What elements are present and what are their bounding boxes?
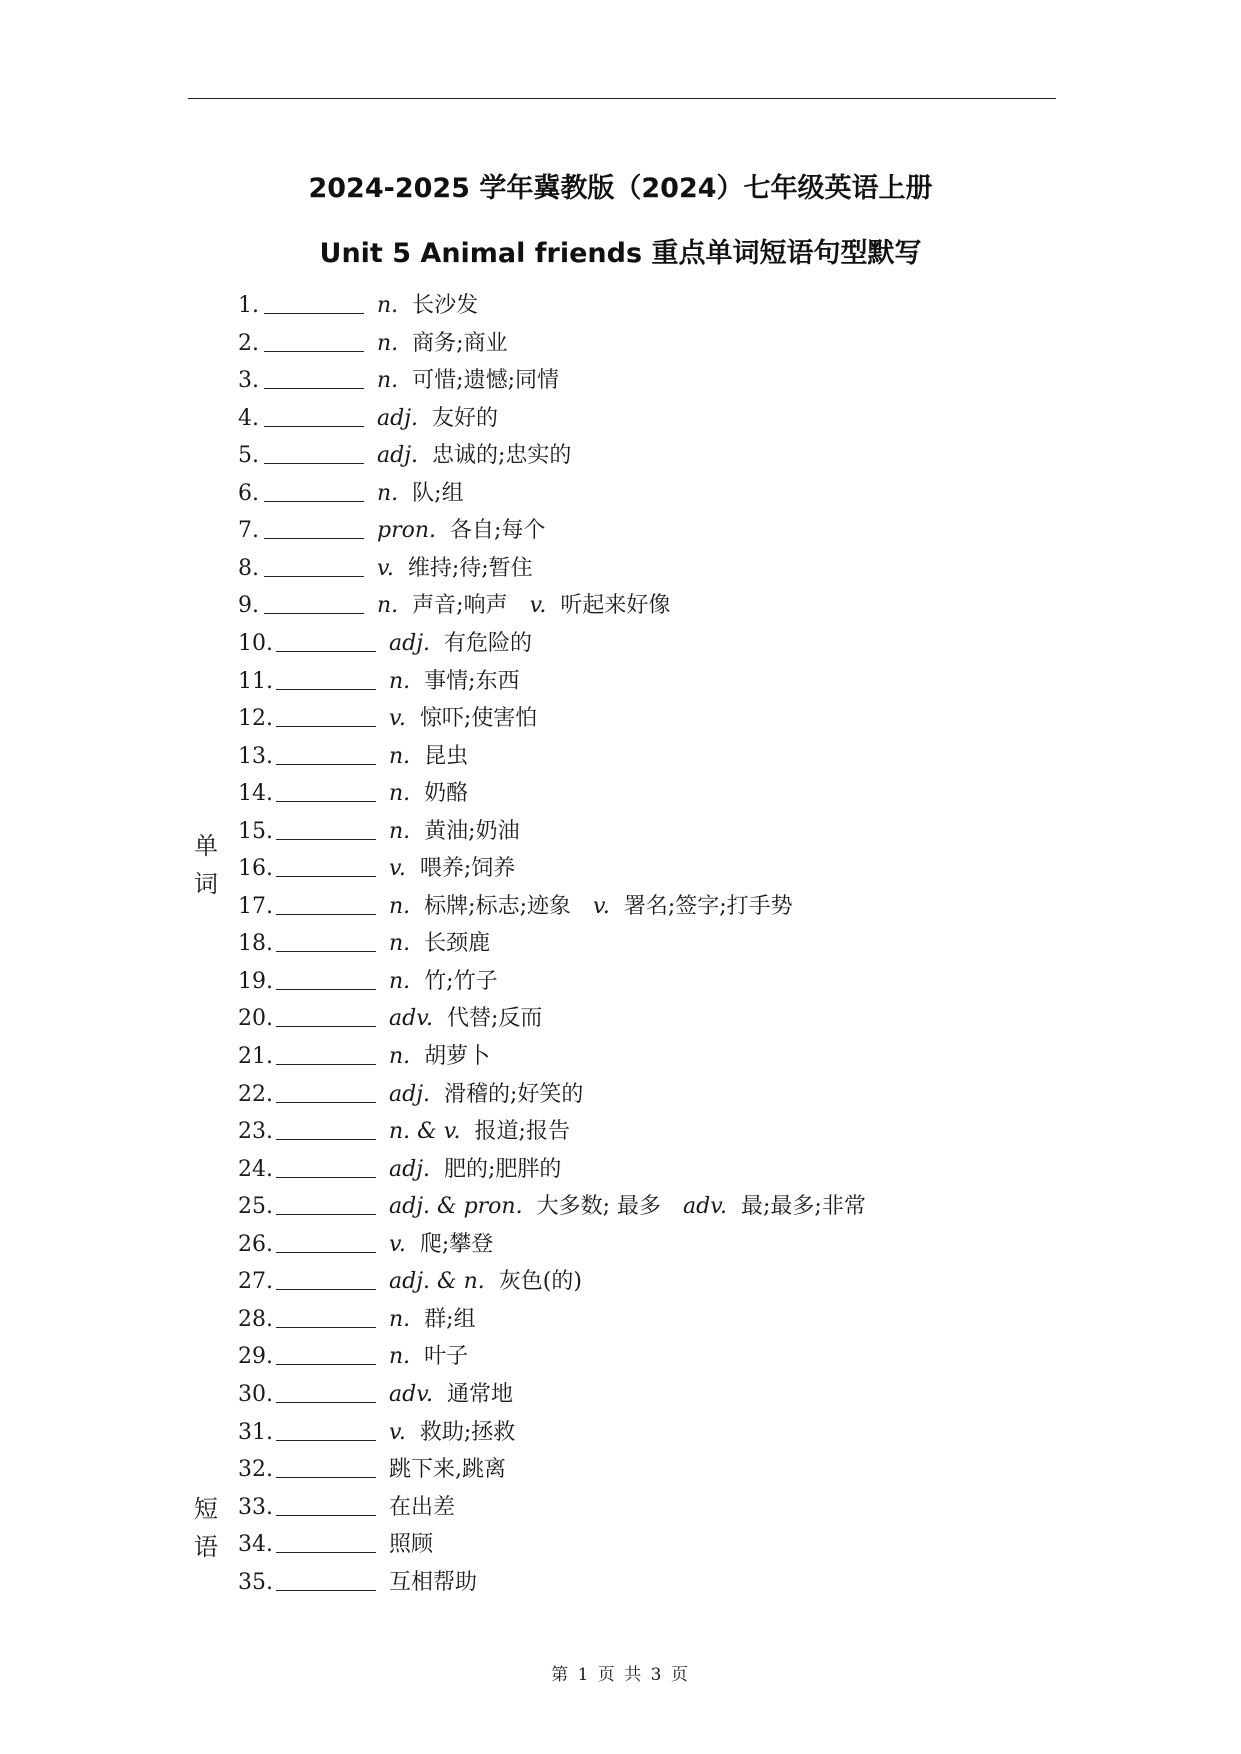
answer-blank[interactable] [276,1338,376,1365]
part-of-speech: n. [389,781,411,807]
item-number: 18. [238,931,273,957]
meaning: 滑稽的;好笑的 [444,1081,584,1107]
item-number: 30. [238,1381,273,1407]
meaning: 标牌;标志;迹象 [424,893,571,919]
part-of-speech: v. [377,555,394,581]
page-footer: 第 1 页 共 3 页 [551,1665,690,1685]
item-definition [389,1564,499,1601]
item-number: 4. [238,405,259,431]
part-of-speech: adv. [683,1194,728,1220]
list-item [0,325,1241,362]
answer-blank[interactable] [276,888,376,915]
part-of-speech: adv. [389,1006,434,1032]
item-definition [377,325,530,362]
list-item [0,738,1241,775]
item-number: 26. [238,1231,273,1257]
meaning: 奶酪 [424,781,469,807]
meaning: 长沙发 [412,293,479,318]
item-definition [389,813,542,850]
answer-blank[interactable] [264,587,364,614]
list-item [0,1113,1241,1150]
item-definition [389,1226,515,1263]
item-definition [389,1188,888,1225]
item-definition [389,1151,583,1188]
meaning: 署名;签字;打手势 [623,893,793,919]
meaning: 爬;攀登 [419,1231,494,1257]
part-of-speech: adj. [377,405,419,431]
item-definition [377,587,692,624]
item-definition [389,1076,605,1113]
answer-blank[interactable] [276,1414,376,1441]
answer-blank[interactable] [264,475,364,502]
part-of-speech: adj. & n. [389,1269,485,1295]
meaning: 跳下来,跳离 [389,1457,506,1483]
item-number: 2. [238,330,259,356]
item-definition [389,1263,604,1300]
part-of-speech: n. [377,293,399,318]
part-of-speech: n. [389,743,411,769]
answer-blank[interactable] [276,1301,376,1328]
part-of-speech: n. [389,1344,411,1370]
part-of-speech: n. [389,893,411,919]
answer-blank[interactable] [276,1564,376,1591]
meaning: 黄油;奶油 [424,818,520,844]
answer-blank[interactable] [276,963,376,990]
item-definition [389,963,520,1000]
part-of-speech: v. [389,1419,406,1445]
meaning: 声音;响声 [412,593,508,619]
answer-blank[interactable] [276,813,376,840]
item-definition [389,925,512,962]
list-item [0,1338,1241,1375]
item-definition [377,475,486,512]
part-of-speech: v. [593,893,610,919]
answer-blank[interactable] [276,1263,376,1290]
list-item [0,775,1241,812]
meaning: 维持;待;暂住 [407,555,533,581]
list-item [0,1188,1241,1225]
answer-blank[interactable] [276,1526,376,1553]
meaning: 有危险的 [444,630,533,656]
part-of-speech: adv. [389,1381,434,1407]
answer-blank[interactable] [264,325,364,352]
item-definition [377,550,555,587]
answer-blank[interactable] [264,362,364,389]
part-of-speech: n. [389,1044,411,1069]
item-number: 5. [238,443,259,469]
item-number: 1. [238,293,259,318]
item-definition [389,700,559,737]
item-definition [389,1489,477,1526]
item-definition [389,1301,498,1338]
list-item [0,1151,1241,1188]
meaning: 叶子 [424,1344,469,1370]
item-number: 25. [238,1194,273,1220]
item-number: 10. [238,630,273,656]
item-definition [389,1526,455,1563]
part-of-speech: v. [529,593,547,619]
meaning: 互相帮助 [389,1569,478,1595]
answer-blank[interactable] [276,1188,376,1215]
list-item [0,1414,1241,1451]
meaning: 胡萝卜 [424,1044,491,1069]
meaning: 友好的 [432,405,499,431]
item-number: 27. [238,1269,273,1295]
answer-blank[interactable] [264,287,364,314]
list-item [0,1376,1241,1413]
meaning: 忠诚的;忠实的 [432,443,572,469]
meaning: 惊吓;使害怕 [419,706,538,732]
list-item [0,888,1241,925]
list-item [0,1489,1241,1526]
meaning: 事情;东西 [424,668,520,694]
part-of-speech: v. [389,706,406,732]
part-of-speech: n. [377,330,399,356]
answer-blank[interactable] [264,550,364,577]
part-of-speech: n. & v. [389,1119,461,1145]
part-of-speech: v. [389,856,406,882]
meaning: 报道;报告 [474,1119,570,1145]
answer-blank[interactable] [276,700,376,727]
item-number: 22. [238,1081,273,1107]
item-definition [389,1000,564,1037]
list-item [0,1526,1241,1563]
list-item [0,1451,1241,1488]
list-item [0,700,1241,737]
item-definition [389,1414,537,1451]
item-definition [377,512,567,549]
item-definition [389,850,537,887]
item-number: 17. [238,893,273,919]
list-item [0,1076,1241,1113]
part-of-speech: n. [389,931,411,957]
item-number: 29. [238,1344,273,1370]
item-definition [389,775,490,812]
list-item [0,925,1241,962]
item-number: 14. [238,781,273,807]
item-definition [377,400,520,437]
section-label-words: 单 词 [194,832,218,898]
list-item [0,437,1241,474]
list-item [0,1564,1241,1601]
item-number: 19. [238,968,273,994]
answer-blank[interactable] [276,1151,376,1178]
list-item [0,550,1241,587]
part-of-speech: n. [377,368,399,394]
item-definition [389,1338,490,1375]
item-number: 6. [238,480,259,506]
meaning: 听起来好像 [560,593,671,619]
item-number: 11. [238,668,273,694]
answer-blank[interactable] [276,1113,376,1140]
meaning: 灰色(的) [498,1269,582,1295]
item-definition [389,663,542,700]
item-number: 21. [238,1044,273,1069]
list-item [0,512,1241,549]
list-item [0,362,1241,399]
part-of-speech: n. [389,968,411,994]
page-subtitle: Unit 5 Animal friends 重点单词短语句型默写 [319,238,922,269]
answer-blank[interactable] [276,1376,376,1403]
list-item [0,587,1241,624]
meaning: 各自;每个 [450,518,546,544]
part-of-speech: adj. [389,1156,431,1182]
item-number: 20. [238,1006,273,1032]
answer-blank[interactable] [276,1076,376,1103]
item-number: 28. [238,1306,273,1332]
answer-blank[interactable] [276,738,376,765]
list-item [0,813,1241,850]
item-number: 31. [238,1419,273,1445]
item-number: 35. [238,1569,273,1595]
list-item [0,625,1241,662]
meaning: 肥的;肥胖的 [444,1156,562,1182]
page-title: 2024-2025 学年冀教版（2024）七年级英语上册 [308,173,933,204]
item-number: 34. [238,1532,273,1558]
item-definition [389,888,815,925]
answer-blank[interactable] [264,437,364,464]
list-item [0,963,1241,1000]
section-label-phrases: 短 语 [194,1495,218,1561]
header-rule [188,98,1056,99]
list-item [0,287,1241,324]
answer-blank[interactable] [276,775,376,802]
part-of-speech: n. [389,668,411,694]
part-of-speech: adj. [377,443,419,469]
meaning: 代替;反而 [447,1006,543,1032]
item-definition [377,362,581,399]
list-item [0,1263,1241,1300]
answer-blank[interactable] [276,1038,376,1065]
list-item [0,1000,1241,1037]
answer-blank[interactable] [276,663,376,690]
list-item [0,1301,1241,1338]
answer-blank[interactable] [276,925,376,952]
part-of-speech: adj. [389,1081,431,1107]
part-of-speech: n. [389,1306,411,1332]
item-number: 24. [238,1156,273,1182]
part-of-speech: pron. [377,518,437,544]
item-definition [377,287,500,324]
answer-blank[interactable] [276,625,376,652]
item-number: 32. [238,1457,273,1483]
item-definition [389,1038,512,1075]
list-item [0,663,1241,700]
list-item [0,850,1241,887]
meaning: 在出差 [389,1494,456,1520]
item-number: 7. [238,518,259,544]
part-of-speech: n. [389,818,411,844]
item-definition [377,437,593,474]
part-of-speech: adj. [389,630,431,656]
answer-blank[interactable] [276,1226,376,1253]
meaning: 照顾 [389,1532,434,1558]
part-of-speech: n. [377,480,399,506]
meaning: 喂养;饲养 [419,856,516,882]
list-item [0,400,1241,437]
answer-blank[interactable] [276,1000,376,1027]
item-definition [389,738,490,775]
item-number: 23. [238,1119,273,1145]
meaning: 长颈鹿 [424,931,491,957]
answer-blank[interactable] [276,850,376,877]
meaning: 昆虫 [424,743,469,769]
item-number: 33. [238,1494,273,1520]
answer-blank[interactable] [276,1451,376,1478]
item-number: 12. [238,706,273,732]
list-item [0,1038,1241,1075]
answer-blank[interactable] [264,400,364,427]
meaning: 最;最多;非常 [741,1194,866,1220]
meaning: 救助;拯救 [419,1419,516,1445]
part-of-speech: adj. & pron. [389,1194,523,1220]
item-number: 3. [238,368,259,394]
meaning: 队;组 [412,480,464,506]
item-definition [389,1376,535,1413]
item-definition [389,1113,592,1150]
answer-blank[interactable] [264,512,364,539]
meaning: 通常地 [447,1381,514,1407]
meaning: 可惜;遗憾;同情 [412,368,559,394]
meaning: 群;组 [424,1306,476,1332]
item-number: 8. [238,555,259,581]
meaning: 商务;商业 [412,330,508,356]
item-number: 13. [238,743,273,769]
meaning: 竹;竹子 [424,968,498,994]
meaning: 大多数; 最多 [536,1194,661,1220]
part-of-speech: n. [377,593,399,619]
item-number: 16. [238,856,273,882]
part-of-speech: v. [389,1231,406,1257]
item-number: 15. [238,818,273,844]
item-definition [389,1451,528,1488]
item-number: 9. [238,593,259,619]
list-item [0,1226,1241,1263]
item-definition [389,625,554,662]
list-item [0,475,1241,512]
answer-blank[interactable] [276,1489,376,1516]
